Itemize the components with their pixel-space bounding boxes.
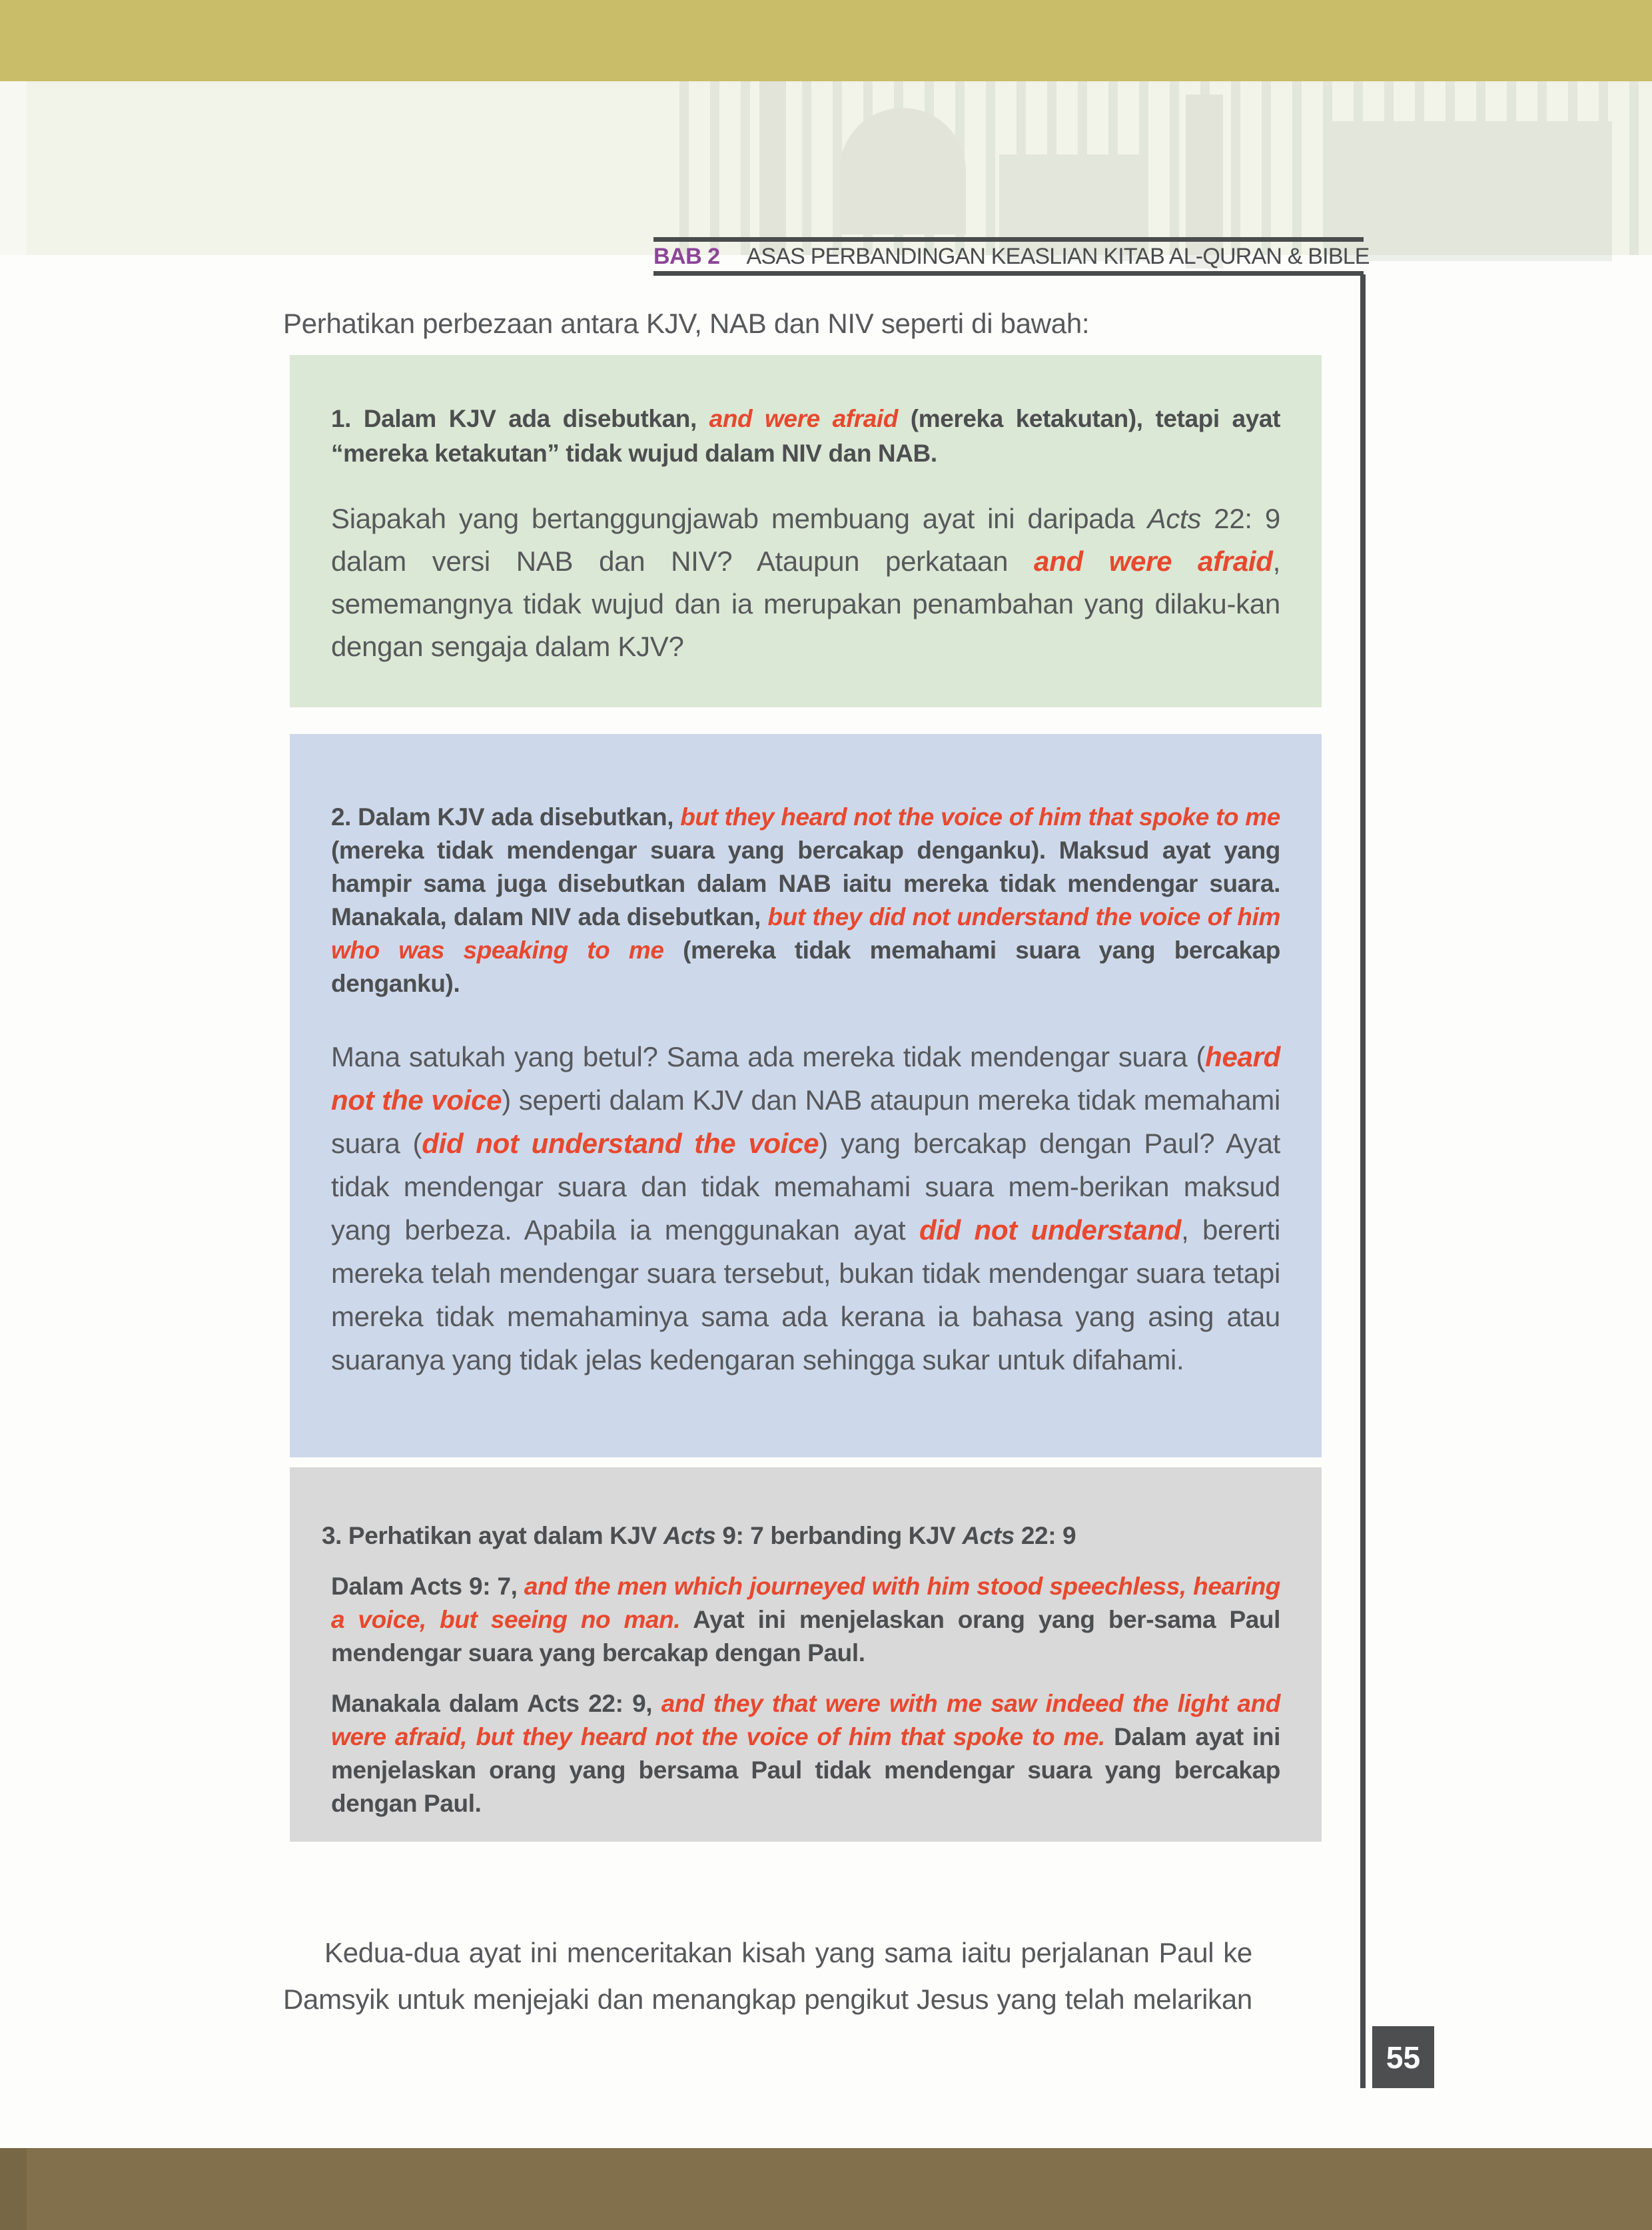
minaret-shape [759, 81, 786, 255]
closing-paragraph: Kedua-dua ayat ini menceritakan kisah yang sama iaitu perjalanan Paul ke Damsyik untuk menjejaki dan menangkap pengikut Jesus yang telah melarikan [283, 1937, 1252, 2015]
top-gold-bar [0, 0, 1652, 81]
mosque-background-art [679, 81, 1652, 255]
box1-paragraph-1: 1. Dalam KJV ada disebutkan, and were afraid (mereka ketakutan), tetapi ayat “mereka ketakutan” tidak wujud dalam NIV dan NAB. [331, 405, 1280, 467]
bottom-bar-left-strip [0, 2148, 27, 2230]
chapter-header [653, 237, 1370, 276]
box3-paragraph-2: Manakala dalam Acts 22: 9, and they that were with me saw indeed the light and were afraid, but they heard not the voice of him that spoke to me. Dalam ayat ini menjelaskan orang yang bersama Paul tidak mendengar suara yang bercakap dengan Paul. [331, 1690, 1280, 1817]
box3-paragraph-1: Dalam Acts 9: 7, and the men which journeyed with him stood speechless, hearing a voice, but seeing no man. Ayat ini menjelaskan orang yang ber-sama Paul mendengar suara yang bercakap dengan Paul. [331, 1573, 1280, 1667]
note-box-1-green [290, 355, 1322, 707]
box2-paragraph-1: 2. Dalam KJV ada disebutkan, but they heard not the voice of him that spoke to me (mereka tidak mendengar suara yang bercakap denganku). Maksud ayat yang hampir sama juga disebutkan dalam NAB iaitu mereka tidak mendengar suara. Manakala, dalam NIV ada disebutkan, but they did not understand the voice of him who was speaking to me (mereka tidak memahami suara yang bercakap denganku). [331, 803, 1281, 997]
box3-heading: 3. Perhatikan ayat dalam KJV Acts 9: 7 berbanding KJV Acts 22: 9 [322, 1522, 1076, 1549]
building-shape [1332, 121, 1612, 261]
note-box-3-gray [290, 1467, 1322, 1842]
band-left-strip [0, 81, 27, 255]
chapter-number-label: BAB 2 [653, 244, 720, 269]
mosque-art-wash [679, 81, 1652, 255]
dome-shape [839, 108, 966, 234]
intro-paragraph: Perhatikan perbezaan antara KJV, NAB dan NIV seperti di bawah: [283, 308, 1090, 339]
page-number: 55 [1386, 2040, 1421, 2075]
note-box-2-blue [290, 734, 1322, 1457]
box2-paragraph-2: Mana satukah yang betul? Sama ada mereka tidak mendengar suara (heard not the voice) seperti dalam KJV dan NAB ataupun mereka tidak memahami suara (did not understand the voice) yang bercakap dengan Paul? Ayat tidak mendengar suara dan tidak memahami suara mem-berikan maksud yang berbeza. Apabila ia menggunakan ayat did not understand, bererti mereka telah mendengar suara tersebut, bukan tidak mendengar suara tetapi mereka tidak memahaminya sama ada kerana ia bahasa yang asing atau suaranya yang tidak jelas kedengaran sehingga sukar untuk difahami. [331, 1041, 1280, 1375]
right-margin-rule [1360, 274, 1366, 2088]
bottom-brown-bar [0, 2148, 1652, 2230]
chapter-title: ASAS PERBANDINGAN KEASLIAN KITAB AL-QURAN & BIBLE [746, 244, 1370, 269]
header-band [0, 81, 1652, 269]
page-number-badge [1372, 2026, 1434, 2088]
box1-paragraph-2: Siapakah yang bertanggungjawab membuang ayat ini daripada Acts 22: 9 dalam versi NAB dan NIV? Ataupun perkataan and were afraid, sememangnya tidak wujud dan ia merupakan penambahan yang dilaku-kan dengan sengaja dalam KJV? [331, 503, 1280, 662]
